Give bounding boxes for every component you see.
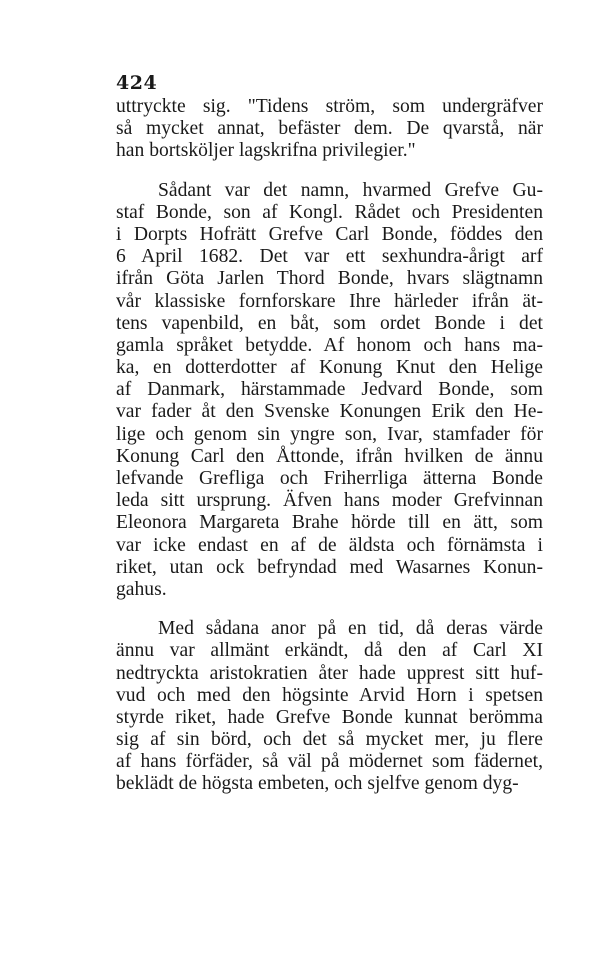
text-line: ka, en dotterdotter af Konung Knut den Helige bbox=[116, 357, 543, 379]
paragraph-gap bbox=[116, 601, 543, 618]
text-line: leda sitt ursprung. Äfven hans moder Grefvinnan bbox=[116, 490, 543, 512]
text-line: gahus. bbox=[116, 578, 167, 600]
text-line: sig af sin börd, och det så mycket mer, ju flere bbox=[116, 729, 543, 751]
paragraph-gap bbox=[116, 163, 543, 180]
text-line: Eleonora Margareta Brahe hörde till en ätt, som bbox=[116, 512, 543, 534]
text-line: gamla språket betydde. Af honom och hans ma- bbox=[116, 334, 543, 356]
page-number: 424 bbox=[116, 72, 158, 94]
text-line: i Dorpts Hofrätt Grefve Carl Bonde, föddes den bbox=[116, 223, 543, 245]
text-line: tens vapenbild, en båt, som ordet Bonde i det bbox=[116, 312, 543, 334]
text-line: han bortsköljer lagskrifna privilegier." bbox=[116, 140, 416, 162]
text-line: uttryckte sig. "Tidens ström, som undergräfver bbox=[116, 96, 543, 117]
text-line: Med sådana anor på en tid, då deras värde bbox=[158, 618, 543, 640]
text-line: lefvande Grefliga och Friherrliga ätterna Bonde bbox=[116, 468, 543, 489]
body-text bbox=[116, 96, 543, 796]
text-line: vud och med den högsinte Arvid Horn i spetsen bbox=[116, 684, 543, 706]
text-line: Konung Carl den Åttonde, ifrån hvilken de ännu bbox=[116, 445, 543, 467]
text-line: styrde riket, hade Grefve Bonde kunnat berömma bbox=[116, 706, 543, 728]
text-line: Sådant var det namn, hvarmed Grefve Gu- bbox=[158, 179, 543, 201]
text-line: riket, utan ock befryndad med Wasarnes Konun- bbox=[116, 556, 543, 578]
text-line: af Danmark, härstammade Jedvard Bonde, som bbox=[116, 379, 543, 401]
text-line: af hans förfäder, så väl på mödernet som fädernet, bbox=[116, 751, 543, 773]
text-line: beklädt de högsta embeten, och sjelfve genom dyg- bbox=[116, 773, 519, 795]
text-line: vår klassiske fornforskare Ihre härleder ifrån ät- bbox=[116, 290, 543, 312]
paragraph-p3 bbox=[116, 618, 543, 796]
text-line: var icke endast en af de äldsta och förnämsta i bbox=[116, 534, 543, 556]
text-line: ännu var allmänt erkändt, då den af Carl XI bbox=[116, 640, 543, 662]
text-line: 6 April 1682. Det var ett sexhundra-årigt arf bbox=[116, 246, 543, 268]
text-line: nedtryckta aristokratien åter hade upprest sitt huf- bbox=[116, 662, 543, 684]
text-line: lige och genom sin yngre son, Ivar, stamfader för bbox=[116, 423, 543, 445]
text-line: ifrån Göta Jarlen Thord Bonde, hvars slägtnamn bbox=[116, 268, 543, 290]
text-line: så mycket annat, befäster dem. De qvarstå, när bbox=[116, 118, 543, 140]
text-line: var fader åt den Svenske Konungen Erik den He- bbox=[116, 401, 543, 423]
text-line: staf Bonde, son af Kongl. Rådet och Presidenten bbox=[116, 201, 543, 223]
paragraph-p2 bbox=[116, 180, 543, 602]
paragraph-p1 bbox=[116, 96, 543, 163]
